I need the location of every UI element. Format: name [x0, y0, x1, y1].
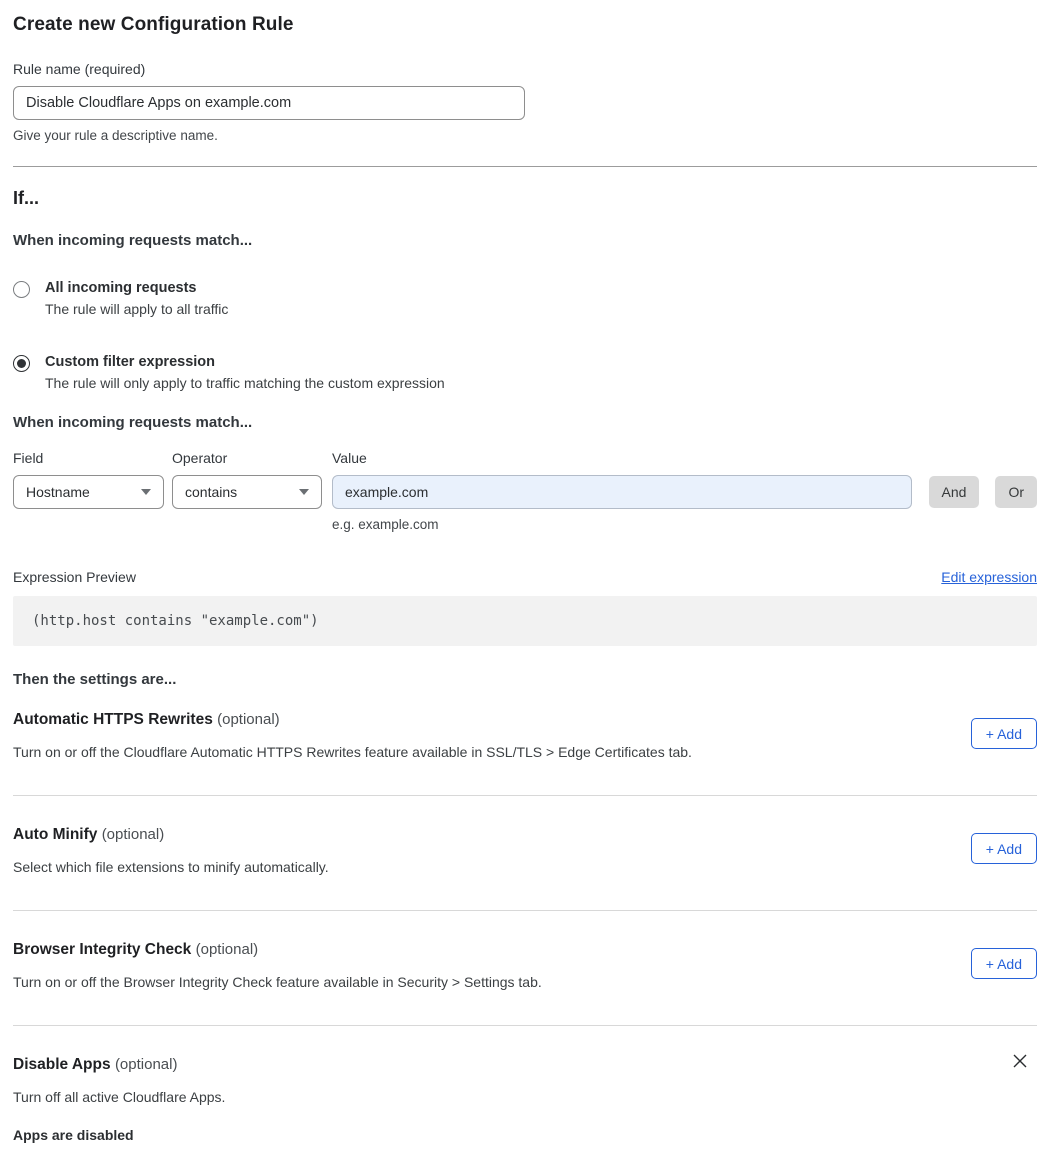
edit-expression-link[interactable]: Edit expression: [941, 569, 1037, 585]
add-auto-minify-button[interactable]: + Add: [971, 833, 1037, 864]
setting-description: Turn on or off the Browser Integrity Check feature available in Security > Settings tab.: [13, 974, 542, 990]
apps-disabled-status: Apps are disabled: [13, 1127, 134, 1143]
rule-name-input[interactable]: [13, 86, 525, 120]
setting-name: Automatic HTTPS Rewrites: [13, 711, 213, 728]
setting-row-browser-integrity-check: [13, 911, 1037, 1025]
add-automatic-https-rewrites-button[interactable]: + Add: [971, 718, 1037, 749]
setting-title: [13, 941, 542, 959]
rule-name-helper: Give your rule a descriptive name.: [13, 128, 218, 143]
close-disable-apps-button[interactable]: [1011, 1052, 1029, 1070]
radio-option-text: [45, 280, 228, 317]
setting-description: Turn on or off the Cloudflare Automatic HTTPS Rewrites feature available in SSL/TLS > Edge Certificates tab.: [13, 744, 692, 760]
then-settings-heading: Then the settings are...: [13, 671, 177, 688]
field-select[interactable]: [13, 475, 164, 509]
setting-description: Turn off all active Cloudflare Apps.: [13, 1089, 226, 1105]
setting-description: Select which file extensions to minify automatically.: [13, 859, 329, 875]
expression-preview-label: Expression Preview: [13, 569, 136, 585]
setting-info: [13, 711, 692, 760]
setting-info: [13, 941, 542, 990]
radio-option-description: The rule will only apply to traffic matching the custom expression: [45, 375, 445, 391]
setting-title: [13, 711, 692, 729]
operator-select-value: contains: [185, 484, 238, 500]
setting-title: [13, 826, 329, 844]
setting-info: [13, 1056, 225, 1143]
setting-row-auto-minify: [13, 796, 1037, 910]
radio-option-text: [45, 354, 445, 391]
setting-title: [13, 1056, 225, 1074]
value-input[interactable]: [332, 475, 912, 509]
setting-info: [13, 826, 329, 875]
setting-name: Disable Apps: [13, 1056, 111, 1073]
operator-select[interactable]: [172, 475, 322, 509]
radio-option-label: Custom filter expression: [45, 354, 216, 370]
radio-selected-icon[interactable]: [13, 355, 30, 372]
and-button[interactable]: And: [929, 476, 980, 508]
or-button[interactable]: Or: [995, 476, 1037, 508]
setting-row-automatic-https-rewrites: [13, 688, 1037, 795]
setting-name: Browser Integrity Check: [13, 941, 192, 958]
radio-option-custom-filter[interactable]: [13, 354, 1037, 391]
setting-name: Auto Minify: [13, 826, 98, 843]
value-label: Value: [332, 450, 367, 466]
section-divider: [13, 166, 1037, 167]
optional-tag: (optional): [195, 941, 259, 958]
expression-preview-code: (http.host contains "example.com"): [13, 596, 1037, 646]
field-label: Field: [13, 450, 44, 466]
radio-option-description: The rule will apply to all traffic: [45, 301, 229, 317]
expression-preview-header: [13, 569, 1037, 585]
radio-option-all-incoming[interactable]: [13, 280, 1037, 317]
optional-tag: (optional): [114, 1056, 178, 1073]
chevron-down-icon: [141, 489, 151, 495]
if-heading: If...: [13, 188, 39, 208]
chevron-down-icon: [299, 489, 309, 495]
expression-builder-labels: [13, 450, 1037, 466]
radio-unselected-icon[interactable]: [13, 281, 30, 298]
match-heading: When incoming requests match...: [13, 232, 253, 249]
operator-label: Operator: [172, 450, 228, 466]
close-icon: [1012, 1053, 1028, 1069]
expression-builder-row: [13, 475, 1037, 509]
page-title: Create new Configuration Rule: [13, 14, 294, 35]
optional-tag: (optional): [101, 826, 165, 843]
setting-row-disable-apps: [13, 1026, 1037, 1143]
optional-tag: (optional): [217, 711, 280, 728]
radio-option-label: All incoming requests: [45, 280, 197, 296]
value-helper: e.g. example.com: [332, 517, 439, 532]
rule-name-label: Rule name (required): [13, 61, 146, 77]
field-select-value: Hostname: [26, 484, 90, 500]
add-browser-integrity-check-button[interactable]: + Add: [971, 948, 1037, 979]
expression-builder-heading: When incoming requests match...: [13, 414, 253, 431]
